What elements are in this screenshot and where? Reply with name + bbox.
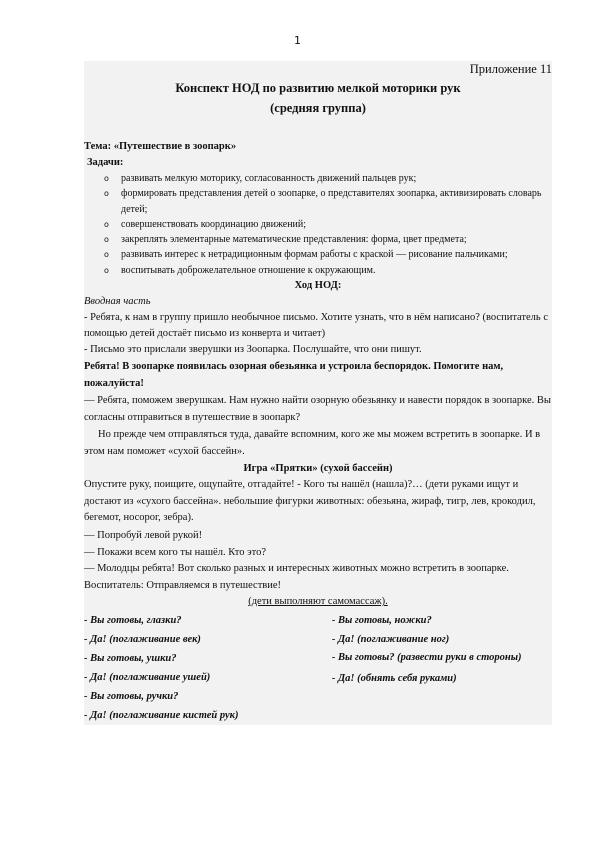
list-item: o формировать представления детей о зоопарке, о представителях зоопарка, активизировать словарь детей;: [104, 188, 542, 215]
table-row: - Вы готовы, глазки?: [84, 615, 182, 627]
table-row: - Да! (поглаживание ног): [331, 634, 450, 646]
game-heading: Игра «Прятки» (сухой бассейн): [243, 463, 393, 475]
paragraph: — Покажи всем кого ты нашёл. Кто это?: [84, 546, 266, 558]
table-row: - Вы готовы? (развести руки в стороны): [331, 652, 522, 664]
paragraph: — Ребята, поможем зверушкам. Нам нужно найти озорную обезьянку и навести порядок в зоопарке. Вы согласны отправиться в путешествие в зоопарк?: [84, 395, 551, 424]
bullet-icon: o: [104, 265, 109, 275]
tasks-list: [84, 171, 552, 278]
appendix-label: Приложение 11: [469, 62, 552, 76]
paragraph: Опустите руку, поищите, ощупайте, отгадайте! - Кого ты нашёл (нашла)?… (дети руками ищут и достают из «сухого бассейна». небольшие фигурки животных: обезьяна, жираф, тигр, лев, крокодил, бегемот, носорог, зебра).: [84, 479, 536, 524]
table-row: - Да! (поглаживание ушей): [84, 672, 211, 684]
dialogue-table: [84, 611, 552, 725]
document-body: [84, 61, 552, 725]
paragraph: — Попробуй левой рукой!: [84, 529, 203, 541]
paragraph: Воспитатель: Отправляемся в путешествие!: [84, 580, 282, 592]
table-row: - Да! (обнять себя руками): [331, 673, 457, 685]
course-heading: Ход НОД:: [294, 280, 342, 292]
bullet-icon: o: [104, 189, 109, 199]
bullet-icon: o: [104, 250, 109, 260]
paragraph: — Молодцы ребята! Вот сколько разных и интересных животных можно встретить в зоопарке.: [84, 562, 509, 574]
table-row: - Вы готовы, ножки?: [331, 615, 432, 627]
paragraph: - Ребята, к нам в группу пришло необычное письмо. Хотите узнать, что в нём написано? (воспитатель с помощью детей достаёт письмо из конверта и читает): [84, 312, 548, 340]
tasks-heading: Задачи:: [87, 157, 124, 168]
list-item: o совершенствовать координацию движений;: [84, 217, 552, 232]
table-row: - Да! (поглаживание кистей рук): [84, 710, 239, 722]
paragraph: - Письмо это прислали зверушки из Зоопарка. Послушайте, что они пишут.: [84, 344, 422, 356]
table-row: - Да! (поглаживание век): [84, 634, 201, 646]
list-item: o воспитывать доброжелательное отношение к окружающим.: [84, 263, 552, 278]
table-row: - Вы готовы, ушки?: [84, 653, 177, 665]
list-item: o закреплять элементарные математические представления: форма, цвет предмета;: [84, 232, 552, 247]
massage-note: (дети выполняют самомассаж).: [248, 596, 388, 608]
table-row: - Вы готовы, ручки?: [84, 691, 179, 703]
bullet-icon: o: [104, 174, 109, 183]
document-title: Конспект НОД по развитию мелкой моторики рук: [175, 81, 461, 95]
document-subtitle: (средняя группа): [270, 101, 366, 115]
intro-label: Вводная часть: [84, 296, 151, 308]
page-number: 1: [294, 34, 301, 47]
left-column: [84, 611, 326, 725]
paragraph: Но прежде чем отправляться туда, давайте вспомним, кого же мы можем встретить в зоопарке. И в этом нам поможет «сухой бассейн».: [84, 429, 541, 458]
list-item: o развивать мелкую моторику, согласованность движений пальцев рук;: [84, 171, 552, 186]
letter-text: Ребята! В зоопарке появилась озорная обезьянка и устроила беспорядок. Помогите нам, пожалуйста!: [84, 361, 504, 390]
bullet-icon: o: [104, 235, 109, 245]
list-item: o развивать интерес к нетрадиционным формам работы с краской — рисование пальчиками;: [84, 247, 552, 262]
bullet-icon: o: [104, 219, 109, 229]
theme-heading: Тема: «Путешествие в зоопарк»: [84, 141, 237, 152]
right-column: [326, 611, 552, 725]
